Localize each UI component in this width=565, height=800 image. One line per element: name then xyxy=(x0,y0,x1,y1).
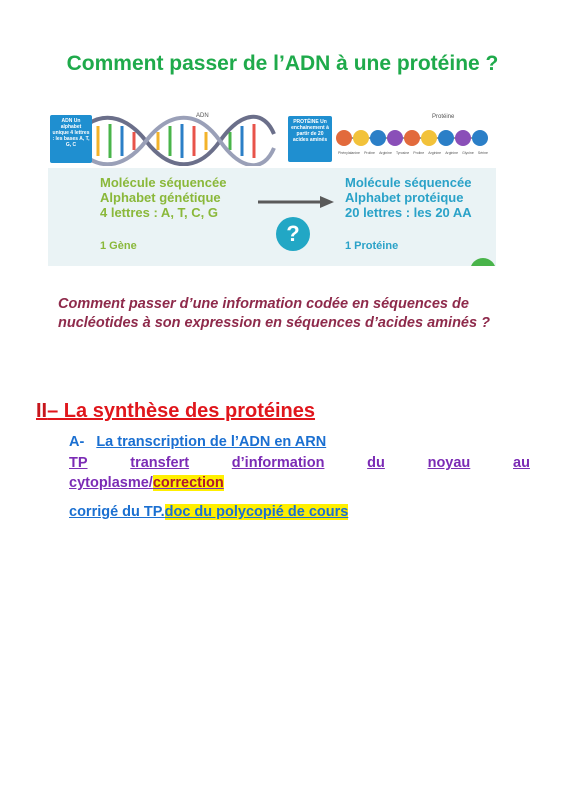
correction-link[interactable]: correction xyxy=(152,475,224,491)
aa-name: Proline xyxy=(413,151,425,155)
corrige-line[interactable] xyxy=(69,504,348,520)
aa-name: Phénylalanine xyxy=(338,151,360,155)
tp-word[interactable]: noyau xyxy=(427,455,471,471)
proteine-line-3: 20 lettres : les 20 AA xyxy=(345,205,472,220)
proteine-line-2: Alphabet protéique xyxy=(345,190,464,205)
aa-name: Arginine xyxy=(445,151,459,155)
tp-word[interactable]: d’information xyxy=(231,455,325,471)
proteine-tag: PROTÉINE Un enchainement à partir de 20 acides aminés xyxy=(288,116,332,162)
transcription-link[interactable]: La transcription de l’ADN en ARN xyxy=(96,434,327,450)
question-mark-icon: ? xyxy=(276,217,310,251)
adn-tag: ADN Un alphabet unique 4 lettres : les bases A, T, G, C xyxy=(50,115,92,163)
aa-name: Arginine xyxy=(428,151,442,155)
arrow-icon xyxy=(256,194,336,210)
tp-word[interactable]: transfert xyxy=(130,455,190,471)
adn-line-2: Alphabet génétique xyxy=(100,190,221,205)
page-title: Comment passer de l’ADN à une protéine ? xyxy=(66,52,499,75)
adn-label: ADN xyxy=(196,113,209,119)
amino-acid-names xyxy=(338,151,488,155)
aa-name: Glycine xyxy=(462,151,474,155)
tp-word[interactable]: au xyxy=(513,455,530,471)
problem-question: Comment passer d’une information codée en séquences de nucléotides à son expression en séquences d’acides aminés ? xyxy=(58,296,490,331)
tp-word[interactable]: du xyxy=(367,455,385,471)
proteine-unit: 1 Protéine xyxy=(345,240,399,252)
aa-name: Sérine xyxy=(477,151,488,155)
tp-link-cont[interactable]: cytoplasme/ xyxy=(69,475,153,491)
tp-link-line[interactable] xyxy=(69,455,530,471)
proteine-line-1: Molécule séquencée xyxy=(345,175,472,190)
proteine-label: Protéine xyxy=(432,114,455,120)
aa-name: Arginine xyxy=(379,151,392,155)
aa-name: Tyrosine xyxy=(395,151,410,155)
section-heading xyxy=(36,400,315,423)
adn-unit: 1 Gène xyxy=(100,240,137,252)
corner-badge-icon xyxy=(470,258,496,266)
tp-link-line-2[interactable] xyxy=(69,475,224,491)
adn-proteine-figure xyxy=(48,110,496,266)
section-title: – La synthèse des protéines xyxy=(47,400,316,422)
corrige-link[interactable]: corrigé du TP. xyxy=(69,504,165,520)
polycopie-link[interactable]: doc du polycopié de cours xyxy=(164,504,349,520)
dna-helix-illustration xyxy=(68,114,278,166)
subsection-letter: A- xyxy=(69,434,85,450)
aa-name: Proline xyxy=(364,151,375,155)
section-number: II xyxy=(36,400,48,422)
adn-line-3: 4 lettres : A, T, C, G xyxy=(100,205,218,220)
adn-line-1: Molécule séquencée xyxy=(100,175,227,190)
subsection-heading xyxy=(69,434,326,450)
tp-word[interactable]: TP xyxy=(69,455,88,471)
